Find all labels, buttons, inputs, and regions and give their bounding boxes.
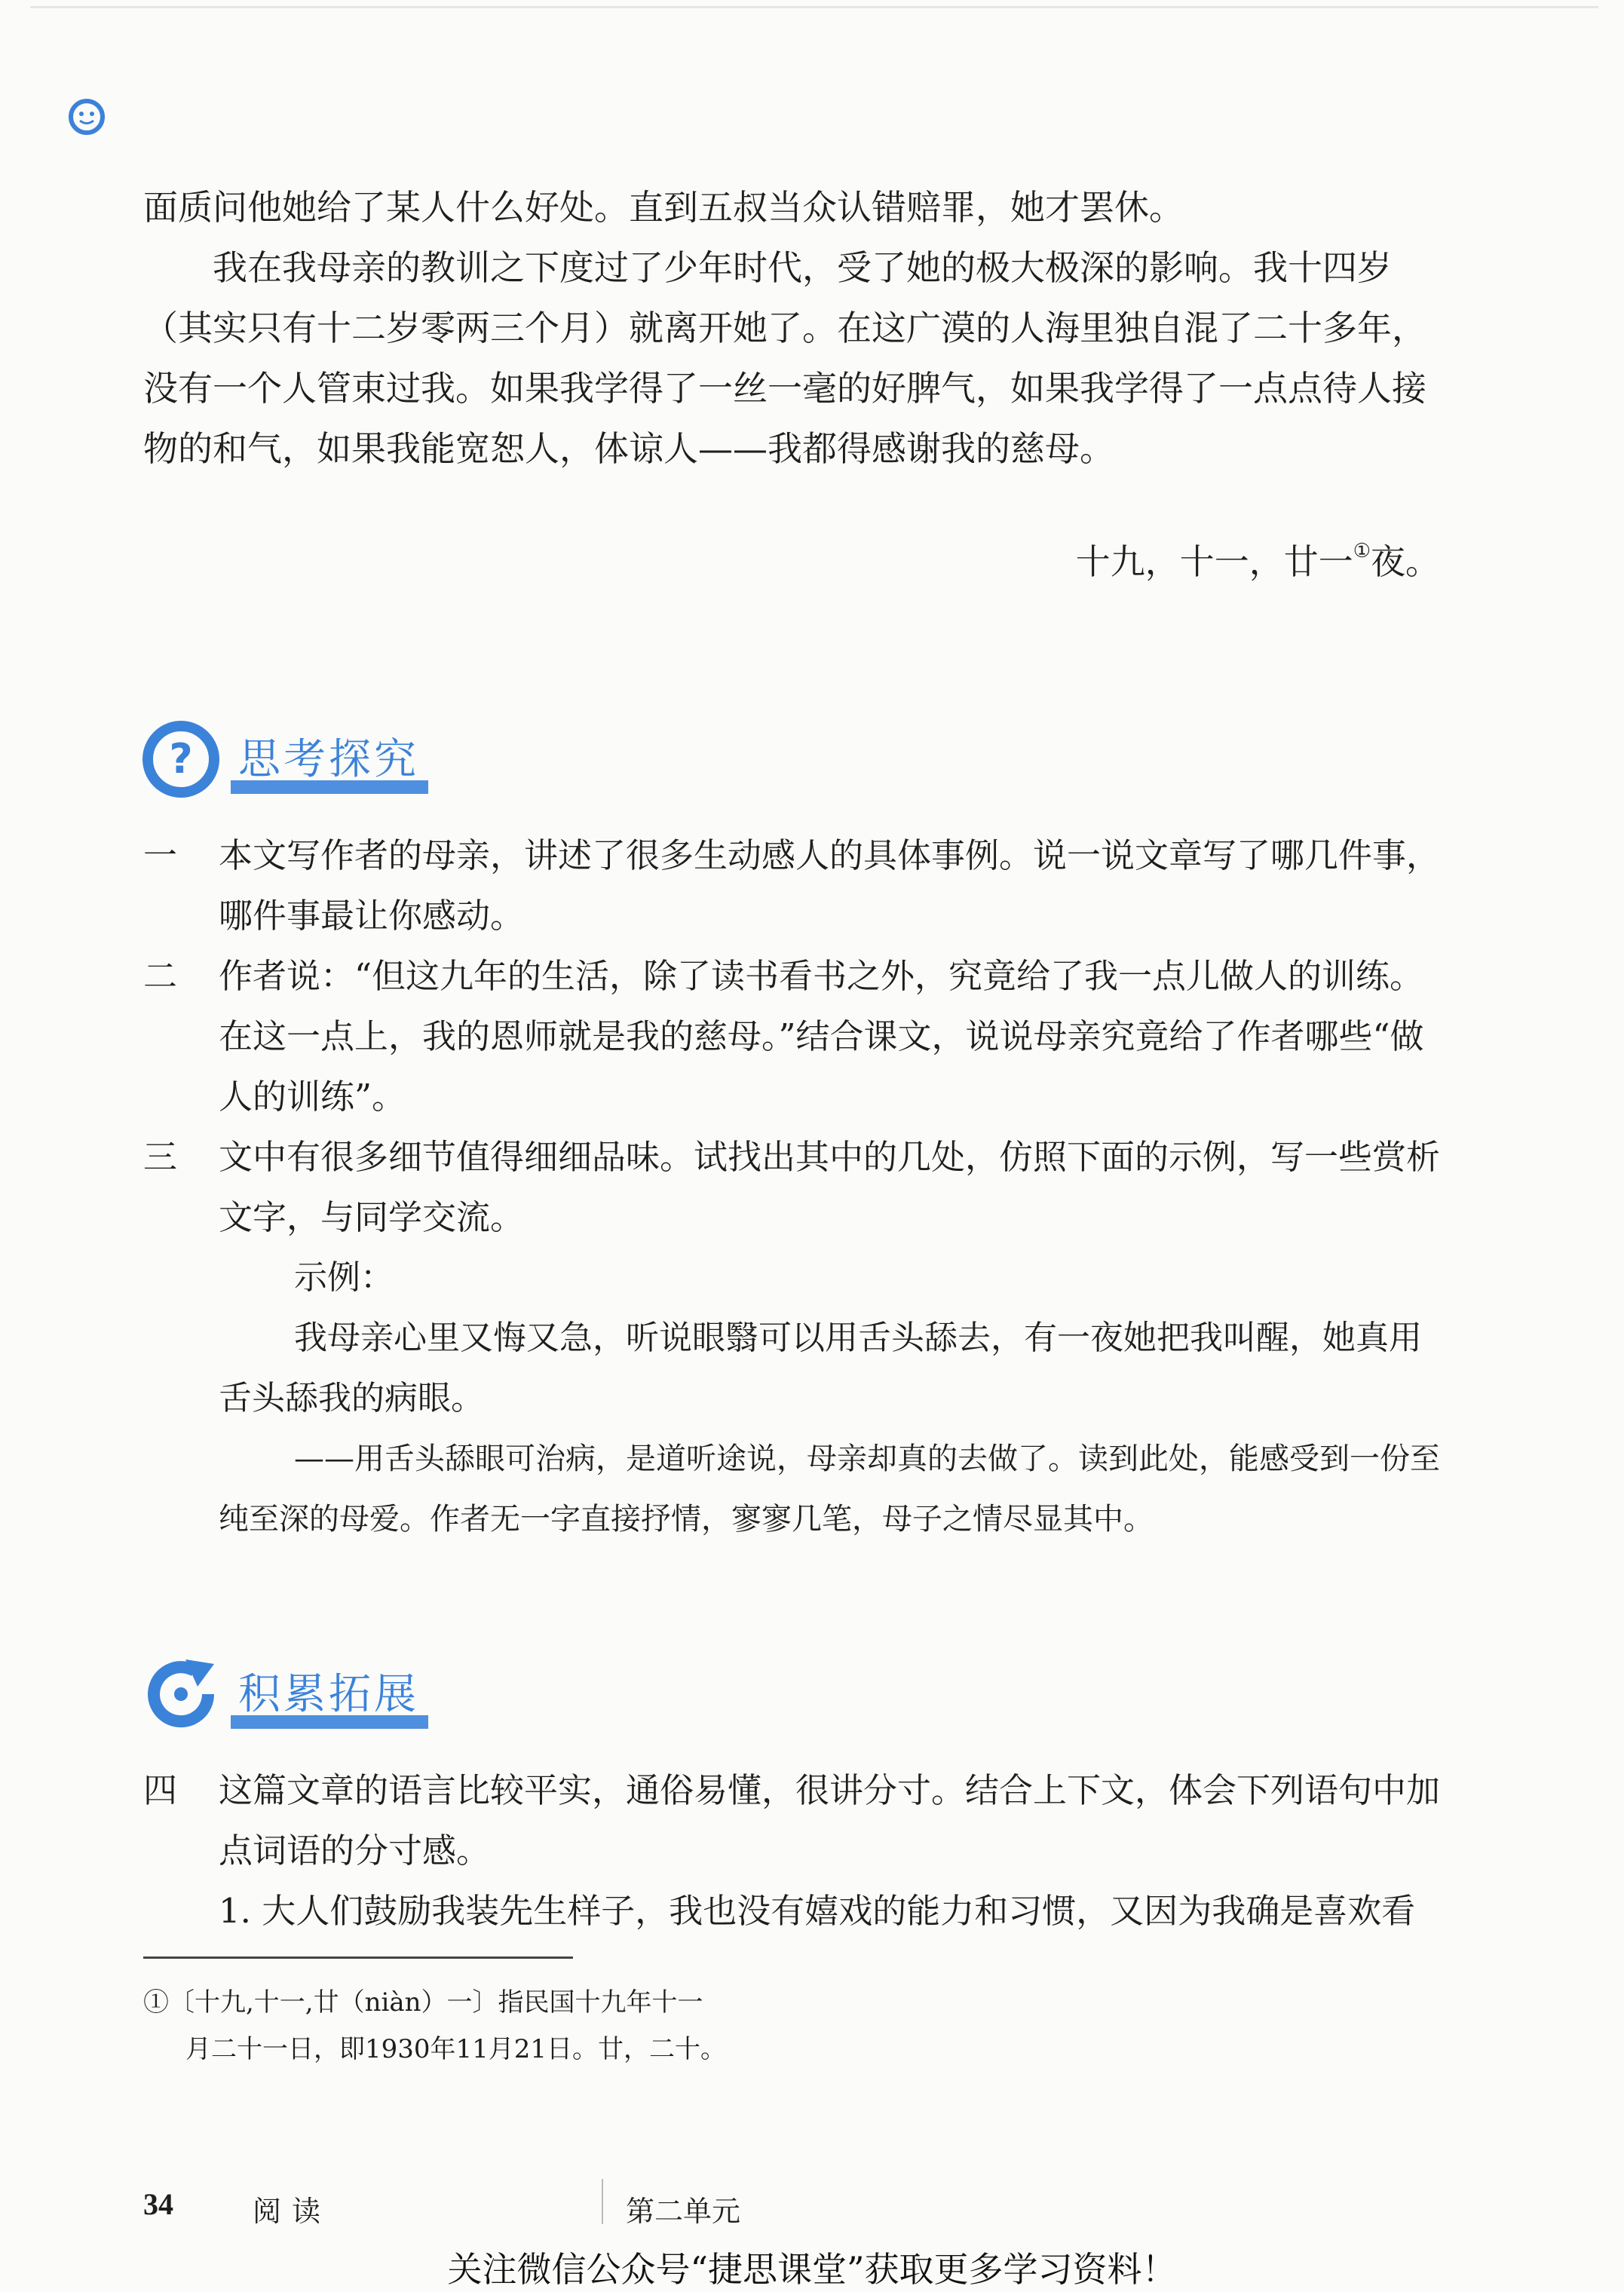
section-think	[142, 720, 594, 810]
passage-line: 面质问他她给了某人什么好处。直到五叔当众认错赔罪，她才罢休。	[143, 187, 1184, 228]
footnote-marker: ①	[1353, 540, 1371, 562]
footnote-line: 月二十一日，即1930年11月21日。廿，二十。	[185, 2034, 727, 2064]
section-title: 思考探究	[238, 735, 419, 784]
example-quote: 我母亲心里又悔又急，听说眼翳可以用舌头舔去，有一夜她把我叫醒，她真用舌头舔我的病眼。	[219, 1319, 1422, 1417]
question-icon	[142, 720, 220, 798]
page-top-rule	[30, 6, 1598, 8]
signature-date: 十九，十一，廿一	[1075, 541, 1353, 582]
refresh-arrow-icon	[142, 1655, 220, 1733]
question-text: 这篇文章的语言比较平实，通俗易懂，很讲分寸。结合上下文，体会下列语句中加点词语的分寸感。	[219, 1770, 1441, 1871]
question-2	[143, 946, 1440, 1127]
question-1	[143, 826, 1440, 946]
signature-end: 夜。	[1371, 541, 1440, 582]
question-4	[143, 1760, 1440, 1941]
question-number: 二	[143, 956, 178, 996]
running-title-right: 第二单元	[626, 2195, 741, 2228]
question-3	[143, 1127, 1440, 1248]
running-divider	[602, 2179, 603, 2224]
question-item: 1. 大人们鼓励我装先生样子，我也没有嬉戏的能力和习惯，又因为我确是喜欢看	[219, 1891, 1416, 1931]
promo-banner: 关注微信公众号“捷思课堂”获取更多学习资料！	[447, 2249, 1177, 2290]
question-text: 本文写作者的母亲，讲述了很多生动感人的具体事例。说一说文章写了哪几件事，哪件事最让你感动。	[219, 835, 1441, 936]
running-title-left: 阅读	[253, 2195, 332, 2228]
footnote-line: ①〔十九,十一,廿（niàn）一〕指民国十九年十一	[143, 1987, 703, 2018]
question-text: 作者说：“但这九年的生活，除了读书看书之外，究竟给了我一点儿做人的训练。在这一点上，我的恩师就是我的慈母。”结合课文，说说母亲究竟给了作者哪些“做人的训练”。	[219, 956, 1424, 1117]
smiley-icon	[68, 98, 106, 136]
question-number: 三	[143, 1137, 178, 1177]
date-signature	[143, 532, 1440, 592]
passage-text	[143, 177, 1440, 479]
footnote-divider	[143, 1956, 573, 1959]
question-number: 四	[143, 1770, 178, 1810]
section-title: 积累拓展	[238, 1670, 419, 1719]
question-number: 一	[143, 835, 178, 875]
example-comment: ——用舌头舔眼可治病，是道听途说，母亲却真的去做了。读到此处，能感受到一份至纯至深的母爱。作者无一字直接抒情，寥寥几笔，母子之情尽显其中。	[219, 1442, 1440, 1537]
question-text: 文中有很多细节值得细细品味。试找出其中的几处，仿照下面的示例，写一些赏析文字，与同学交流。	[219, 1137, 1441, 1237]
example-block	[219, 1248, 1440, 1549]
footnote	[143, 1979, 761, 2073]
section-expand	[142, 1655, 594, 1745]
example-label: 示例：	[294, 1258, 394, 1297]
svg-text:?: ?	[169, 735, 193, 783]
passage-paragraph: 我在我母亲的教训之下度过了少年时代，受了她的极大极深的影响。我十四岁（其实只有十二岁零两三个月）就离开她了。在这广漠的人海里独自混了二十多年，没有一个人管束过我。如果我学得了一丝一毫的好脾气，如果我学得了一点点待人接物的和气，如果我能宽恕人，体谅人——我都得感谢我的慈母。	[143, 247, 1426, 469]
page-number: 34	[143, 2187, 173, 2221]
